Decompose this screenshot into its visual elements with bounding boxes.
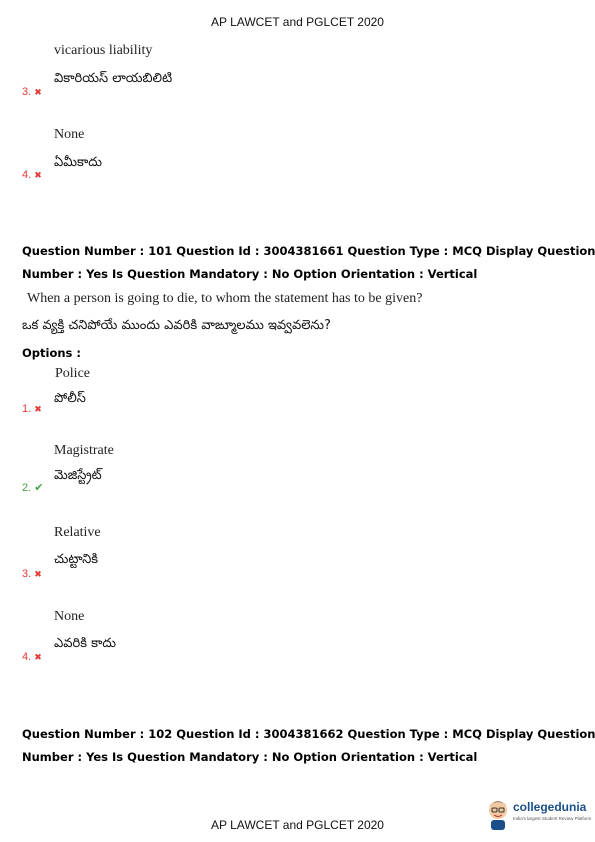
option-4-marker xyxy=(22,163,42,182)
q101-option-3-marker xyxy=(22,562,42,581)
question-102-header-line1: Question Number : 102 Question Id : 3004381662 Question Type : MCQ Display Question xyxy=(22,727,595,741)
q101-option-1-telugu: పోలీస్ xyxy=(54,391,86,406)
option-4-telugu: ఏమీకాదు xyxy=(54,155,102,170)
q101-option-3-telugu: చుట్టానికి xyxy=(54,552,99,567)
question-101-header-line1: Question Number : 101 Question Id : 3004381661 Question Type : MCQ Display Question xyxy=(22,244,595,258)
option-number: 2. xyxy=(22,482,32,494)
question-102-header-line2: Number : Yes Is Question Mandatory : No Option Orientation : Vertical xyxy=(22,750,478,764)
q101-option-2-telugu: మెజిస్ట్రేట్ xyxy=(54,468,102,483)
logo-name: collegedunia xyxy=(513,800,587,814)
q101-option-2-english: Magistrate xyxy=(54,443,114,458)
cross-icon: ✖ xyxy=(34,653,42,663)
q101-option-2-marker xyxy=(22,476,43,495)
cross-icon: ✖ xyxy=(34,171,42,181)
option-4-english: None xyxy=(54,127,85,142)
cross-icon: ✖ xyxy=(34,88,42,98)
option-number: 3. xyxy=(22,86,32,98)
page-footer: AP LAWCET and PGLCET 2020 xyxy=(211,818,384,832)
q101-option-4-english: None xyxy=(54,609,85,624)
option-number: 3. xyxy=(22,568,32,580)
option-number: 4. xyxy=(22,169,32,181)
q101-option-1-marker xyxy=(22,397,42,416)
q101-option-1-english: Police xyxy=(55,366,90,381)
q101-option-4-telugu: ఎవరికి కాదు xyxy=(54,636,117,651)
q101-option-3-english: Relative xyxy=(54,525,101,540)
question-101-header-line2: Number : Yes Is Question Mandatory : No Option Orientation : Vertical xyxy=(22,267,478,281)
option-number: 1. xyxy=(22,403,32,415)
option-3-telugu: వికారియస్ లాయబిలిటి xyxy=(54,71,173,86)
cross-icon: ✖ xyxy=(34,570,42,580)
q101-option-4-marker xyxy=(22,645,42,664)
option-number: 4. xyxy=(22,651,32,663)
question-101-text-english: When a person is going to die, to whom the statement has to be given? xyxy=(27,291,423,306)
cross-icon: ✖ xyxy=(34,405,42,415)
check-icon: ✔ xyxy=(34,481,44,494)
option-3-english: vicarious liability xyxy=(54,43,153,58)
options-label: Options : xyxy=(22,346,81,360)
option-3-marker xyxy=(22,80,42,99)
logo-tagline: India's largest Student Review Platform xyxy=(513,816,592,821)
question-101-text-telugu: ఒక వ్యక్తి చనిపోయే ముందు ఎవరికి వాఙ్మూలము ఇవ్వవలెను? xyxy=(22,318,331,333)
page-header: AP LAWCET and PGLCET 2020 xyxy=(211,15,384,29)
